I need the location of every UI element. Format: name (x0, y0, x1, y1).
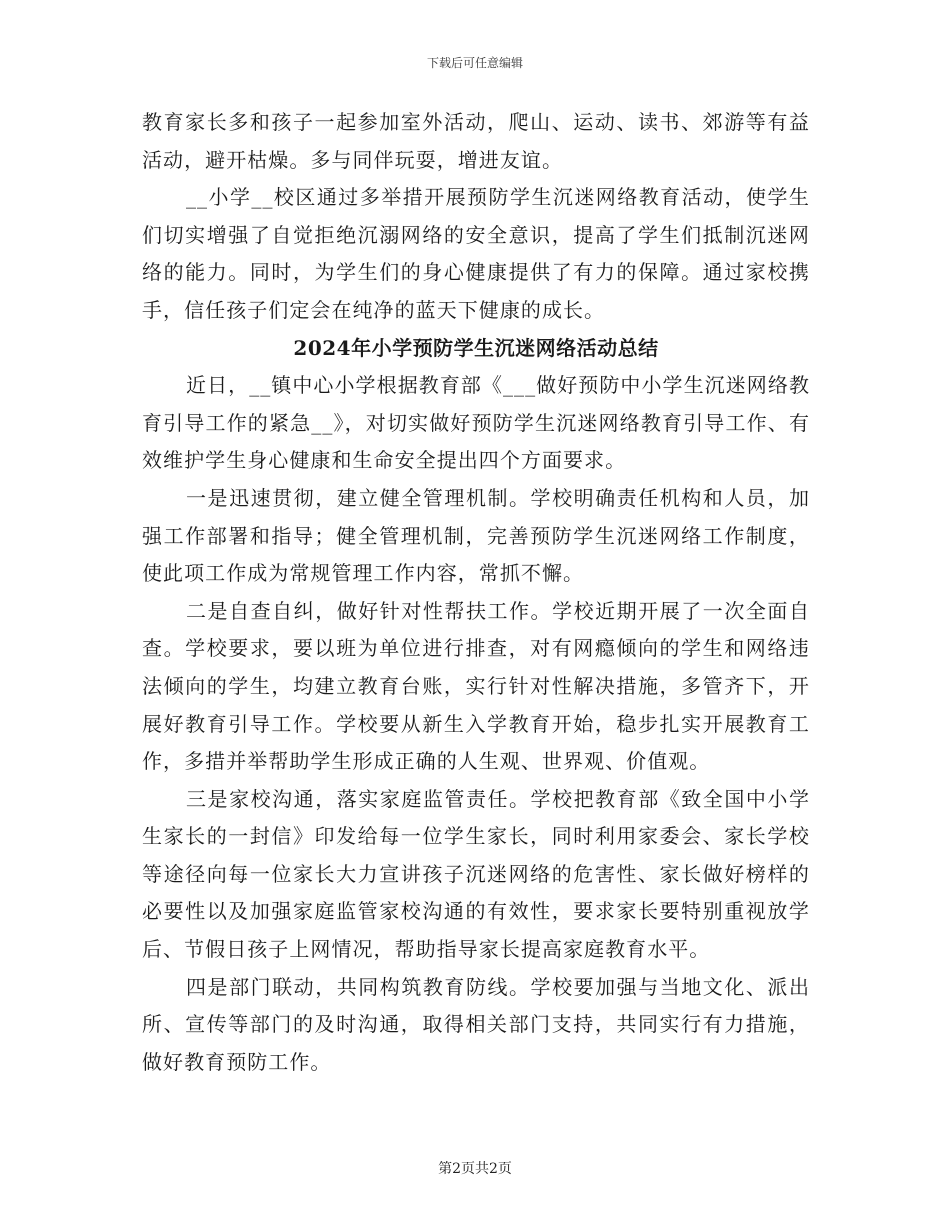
page-header: 下载后可任意编辑 (426, 56, 523, 70)
paragraph-point-three: 三是家校沟通，落实家庭监管责任。学校把教育部《致全国中小学生家长的一封信》印发给每一位学生家长，同时利用家委会、家长学校等途径向每一位家长大力宣讲孩子沉迷网络的危害性、家长做好榜样的必要性以及加强家庭监管家校沟通的有效性，要求家长要特别重视放学后、节假日孩子上网情况，帮助指导家长提高家庭教育水平。 (142, 786, 810, 962)
section-title: 2024年小学预防学生沉迷网络活动总结 (293, 335, 659, 360)
paragraph-point-two: 二是自查自纠，做好针对性帮扶工作。学校近期开展了一次全面自查。学校要求，要以班为单位进行排查，对有网瘾倾向的学生和网络违法倾向的学生，均建立教育台账，实行针对性解决措施，多管齐下，开展好教育引导工作。学校要从新生入学教育开始，稳步扎实开展教育工作，多措并举帮助学生形成正确的人生观、世界观、价值观。 (142, 598, 810, 774)
document-body (142, 104, 810, 1081)
paragraph-point-one: 一是迅速贯彻，建立健全管理机制。学校明确责任机构和人员，加强工作部署和指导；健全管理机制，完善预防学生沉迷网络工作制度，使此项工作成为常规管理工作内容，常抓不懈。 (142, 485, 810, 586)
paragraph-point-four: 四是部门联动，共同构筑教育防线。学校要加强与当地文化、派出所、宣传等部门的及时沟通，取得相关部门支持，共同实行有力措施，做好教育预防工作。 (142, 974, 810, 1074)
paragraph-intro: 近日，__镇中心小学根据教育部《___做好预防中小学生沉迷网络教育引导工作的紧急__》，对切实做好预防学生沉迷网络教育引导工作、有效维护学生身心健康和生命安全提出四个方面要求。 (142, 373, 810, 473)
paragraph-continuation: 教育家长多和孩子一起参加室外活动，爬山、运动、读书、郊游等有益活动，避开枯燥。多与同伴玩耍，增进友谊。 (142, 110, 810, 172)
paragraph-campus-summary: __小学__校区通过多举措开展预防学生沉迷网络教育活动，使学生们切实增强了自觉拒绝沉溺网络的安全意识，提高了学生们抵制沉迷网络的能力。同时，为学生们的身心健康提供了有力的保障。通过家校携手，信任孩子们定会在纯净的蓝天下健康的成长。 (142, 185, 810, 322)
page-number: 第2页共2页 (438, 1161, 512, 1177)
